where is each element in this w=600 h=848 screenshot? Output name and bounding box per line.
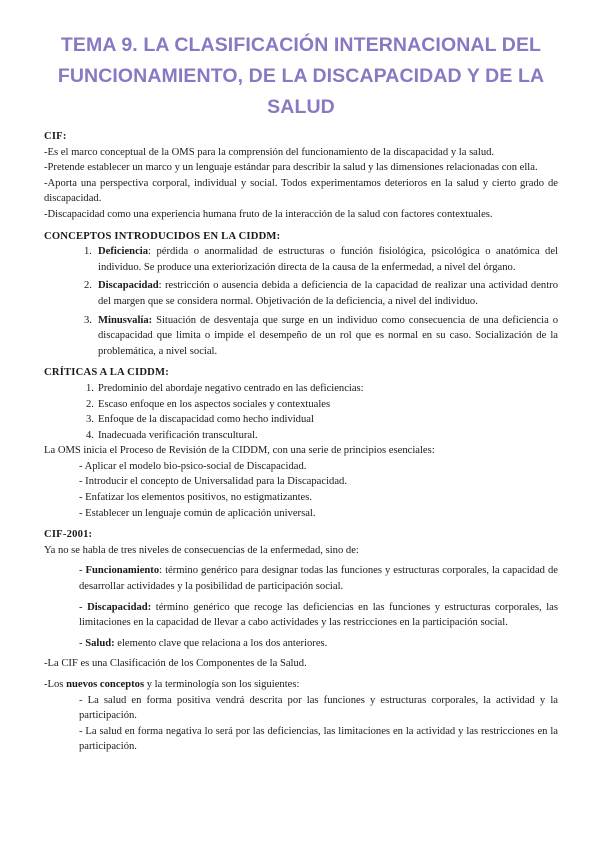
term: Discapacidad: (87, 601, 152, 613)
criticas-heading: CRÍTICAS A LA CIDDM: (44, 367, 169, 379)
term: Funcionamiento (85, 565, 160, 577)
title-line-1: TEMA 9. LA CLASIFICACIÓN INTERNACIONAL DEL (60, 34, 542, 56)
term: Deficiencia (98, 246, 149, 258)
cif-line: -Es el marco conceptual de la OMS para la comprensión del funcionamiento de la discapacidad y la salud. (44, 146, 495, 158)
cif-line: -Pretende establecer un marco y un lenguaje estándar para describir la salud y las dimensiones relacionadas con ella. (44, 162, 538, 174)
list-item: - Discapacidad: término genérico que recoge las deficiencias en las funciones y estructuras corporales, las limitaciones en la capacidad de llevar a cabo actividades y las restricciones en la participación social. (79, 601, 558, 629)
cif2001-list (44, 563, 558, 651)
list-item: - La salud en forma positiva vendrá descrita por las funciones y estructuras corporales, la actividad y la participación. (79, 694, 558, 722)
cif-heading: CIF: (44, 131, 67, 142)
list-item: 3. Enfoque de la discapacidad como hecho individual (86, 414, 314, 426)
list-item: - Introducir el concepto de Universalidad para la Discapacidad. (79, 476, 347, 488)
principios-list (44, 459, 558, 521)
cif2001-intro: Ya no se habla de tres niveles de consecuencias de la enfermedad, sino de: (44, 544, 359, 556)
clasificacion-line: -La CIF es una Clasificación de los Componentes de la Salud. (44, 658, 307, 670)
term: Minusvalía: (98, 314, 153, 326)
list-item: 3. Minusvalía: Situación de desventaja que surge en un individuo como consecuencia de una deficiencia o discapacidad que limita o impide el desempeño de un rol que es normal en su caso. Socialización de la problemática, a nivel social. (84, 314, 558, 357)
cif-line: -Discapacidad como una experiencia humana fruto de la interacción de la salud con factores contextuales. (44, 208, 493, 220)
title-line-2: FUNCIONAMIENTO, DE LA DISCAPACIDAD Y DE LA SALUD (57, 65, 545, 118)
criticas-list (44, 381, 558, 443)
term: nuevos conceptos (66, 679, 145, 690)
term: Salud: (85, 637, 115, 649)
list-item: - La salud en forma negativa lo será por las deficiencias, las limitaciones en la actividad y las restricciones en la participación. (79, 725, 558, 753)
list-item: 1. Deficiencia: pérdida o anormalidad de estructuras o función fisiológica, psicológica o anatómica del individuo. Se produce una exteriorización directa de la causa de la enfermedad, a nivel del órgano. (84, 246, 558, 273)
nuevos-conceptos-line: -Los nuevos conceptos y la terminología son los siguientes: (44, 679, 300, 690)
term: Discapacidad (98, 280, 159, 292)
list-item: 2. Discapacidad: restricción o ausencia debida a deficiencia de la capacidad de realizar una actividad dentro del margen que se considera normal. Objetivación de la deficiencia, a nivel del individuo. (84, 280, 558, 307)
cif-line: -Aporta una perspectiva corporal, individual y social. Todos experimentamos deterioros en la salud y cierto grado de discapacidad. (44, 177, 558, 205)
cif2001-heading: CIF-2001: (44, 529, 93, 541)
conceptos-list (44, 244, 558, 359)
nuevos-list (44, 693, 558, 755)
list-item: 1. Predominio del abordaje negativo centrado en las deficiencias: (86, 382, 364, 394)
conceptos-heading: CONCEPTOS INTRODUCIDOS EN LA CIDDM: (44, 230, 281, 242)
revision-intro: La OMS inicia el Proceso de Revisión de la CIDDM, con una serie de principios esenciales: (44, 445, 435, 457)
list-item: 4. Inadecuada verificación transcultural. (86, 429, 258, 441)
list-item: - Enfatizar los elementos positivos, no estigmatizantes. (79, 492, 313, 504)
list-item: - Salud: elemento clave que relaciona a los dos anteriores. (79, 637, 328, 649)
list-item: - Funcionamiento: término genérico para designar todas las funciones y estructuras corporales, la capacidad de desarrollar actividades y la posibilidad de participación social. (79, 565, 558, 593)
list-item: - Establecer un lenguaje común de aplicación universal. (79, 507, 316, 519)
list-item: 2. Escaso enfoque en los aspectos sociales y contextuales (86, 398, 331, 410)
list-item: - Aplicar el modelo bio-psico-social de Discapacidad. (79, 460, 307, 472)
page-title (44, 30, 558, 123)
